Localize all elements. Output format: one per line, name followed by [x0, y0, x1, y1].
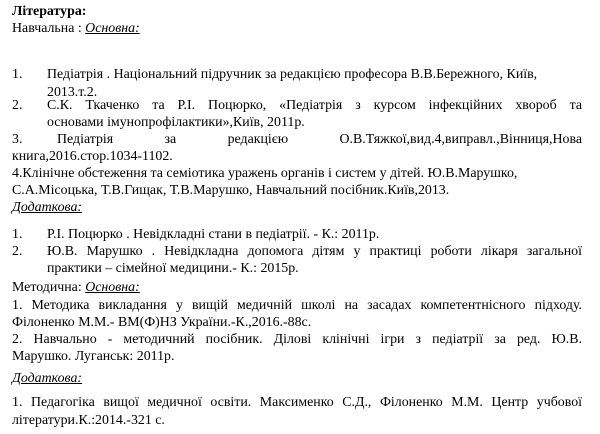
item-text-line2: книга,2016.стор.1034-1102. [12, 149, 173, 164]
methodical-sublabel: Основна: [85, 280, 140, 295]
item-number: 3. [12, 132, 23, 147]
item-text-line1: Ю.В. Марушко . Невідкладна допомога дітям у практиці роботи лікаря загальної [47, 244, 582, 259]
item-text-line2: основами імунопрофілактики»,Київ, 2011р. [47, 115, 305, 130]
item-text-line2: Філоненко М.М.- ВМ(Ф)НЗ України.-К.,2016.-88с. [12, 315, 312, 330]
methodical-section-label [12, 279, 140, 296]
item-text-line1: 2. Навчально - методичний посібник. Ділові клінічні ігри з педіатрії за ред. Ю.В. [12, 332, 582, 347]
basic-section-label [12, 20, 140, 37]
item-text-line1: 1. Педагогіка вищої медичної освіти. Максименко С.Д., Філоненко М.М. Центр учбової [12, 395, 582, 410]
item-text-line2: практики – сімейної медицини.- К.: 2015р. [47, 261, 299, 276]
item-text-line1: Педіатрія . Національний підручник за редакцією професора В.В.Бережного, Київ, [47, 67, 538, 82]
item-text-line2: Марушко. Луганськ: 2011р. [12, 349, 175, 364]
item-line1 [12, 165, 517, 182]
item-number: 4. [12, 166, 23, 181]
item-text-line1: Р.І. Поцюрко . Невідкладні стани в педіатрії. - К.: 2011р. [47, 227, 380, 242]
additional-label: Додаткова: [12, 371, 83, 386]
item-text-line1: С.К. Ткаченко та Р.І. Поцюрко, «Педіатрія з курсом інфекційних хвороб та [47, 98, 582, 113]
item-text-line1: Педіатрія за редакцією О.В.Тяжкої,вид.4,виправл.,Вінниця,Нова [57, 132, 582, 147]
item-number: 2. [12, 98, 23, 113]
item-number: 1. [12, 227, 23, 242]
item-text-line1: 1. Методика викладання у вищій медичній школі на засадах компетентнісного підходу. [12, 298, 582, 313]
item-number: 2. [12, 244, 23, 259]
basic-sublabel: Основна: [85, 21, 140, 36]
item-number: 1. [12, 67, 23, 82]
item-text-line2: літератури.К.:2014.-321 с. [12, 413, 165, 428]
item-text-line1: Клінічне обстеження та семіотика уражень органів і систем у дітей. Ю.В.Марушко, [22, 166, 518, 181]
item-text-line2: С.А.Місоцька, Т.В.Гищак, Т.В.Марушко, Навчальний посібник.Київ,2013. [12, 183, 450, 198]
methodical-label: Методична: [12, 280, 86, 295]
item-text-line2: 2013.т.2. [47, 85, 98, 100]
basic-label: Навчальна : [12, 21, 86, 36]
additional-label: Додаткова: [12, 200, 83, 215]
literature-heading: Література: [12, 4, 87, 19]
